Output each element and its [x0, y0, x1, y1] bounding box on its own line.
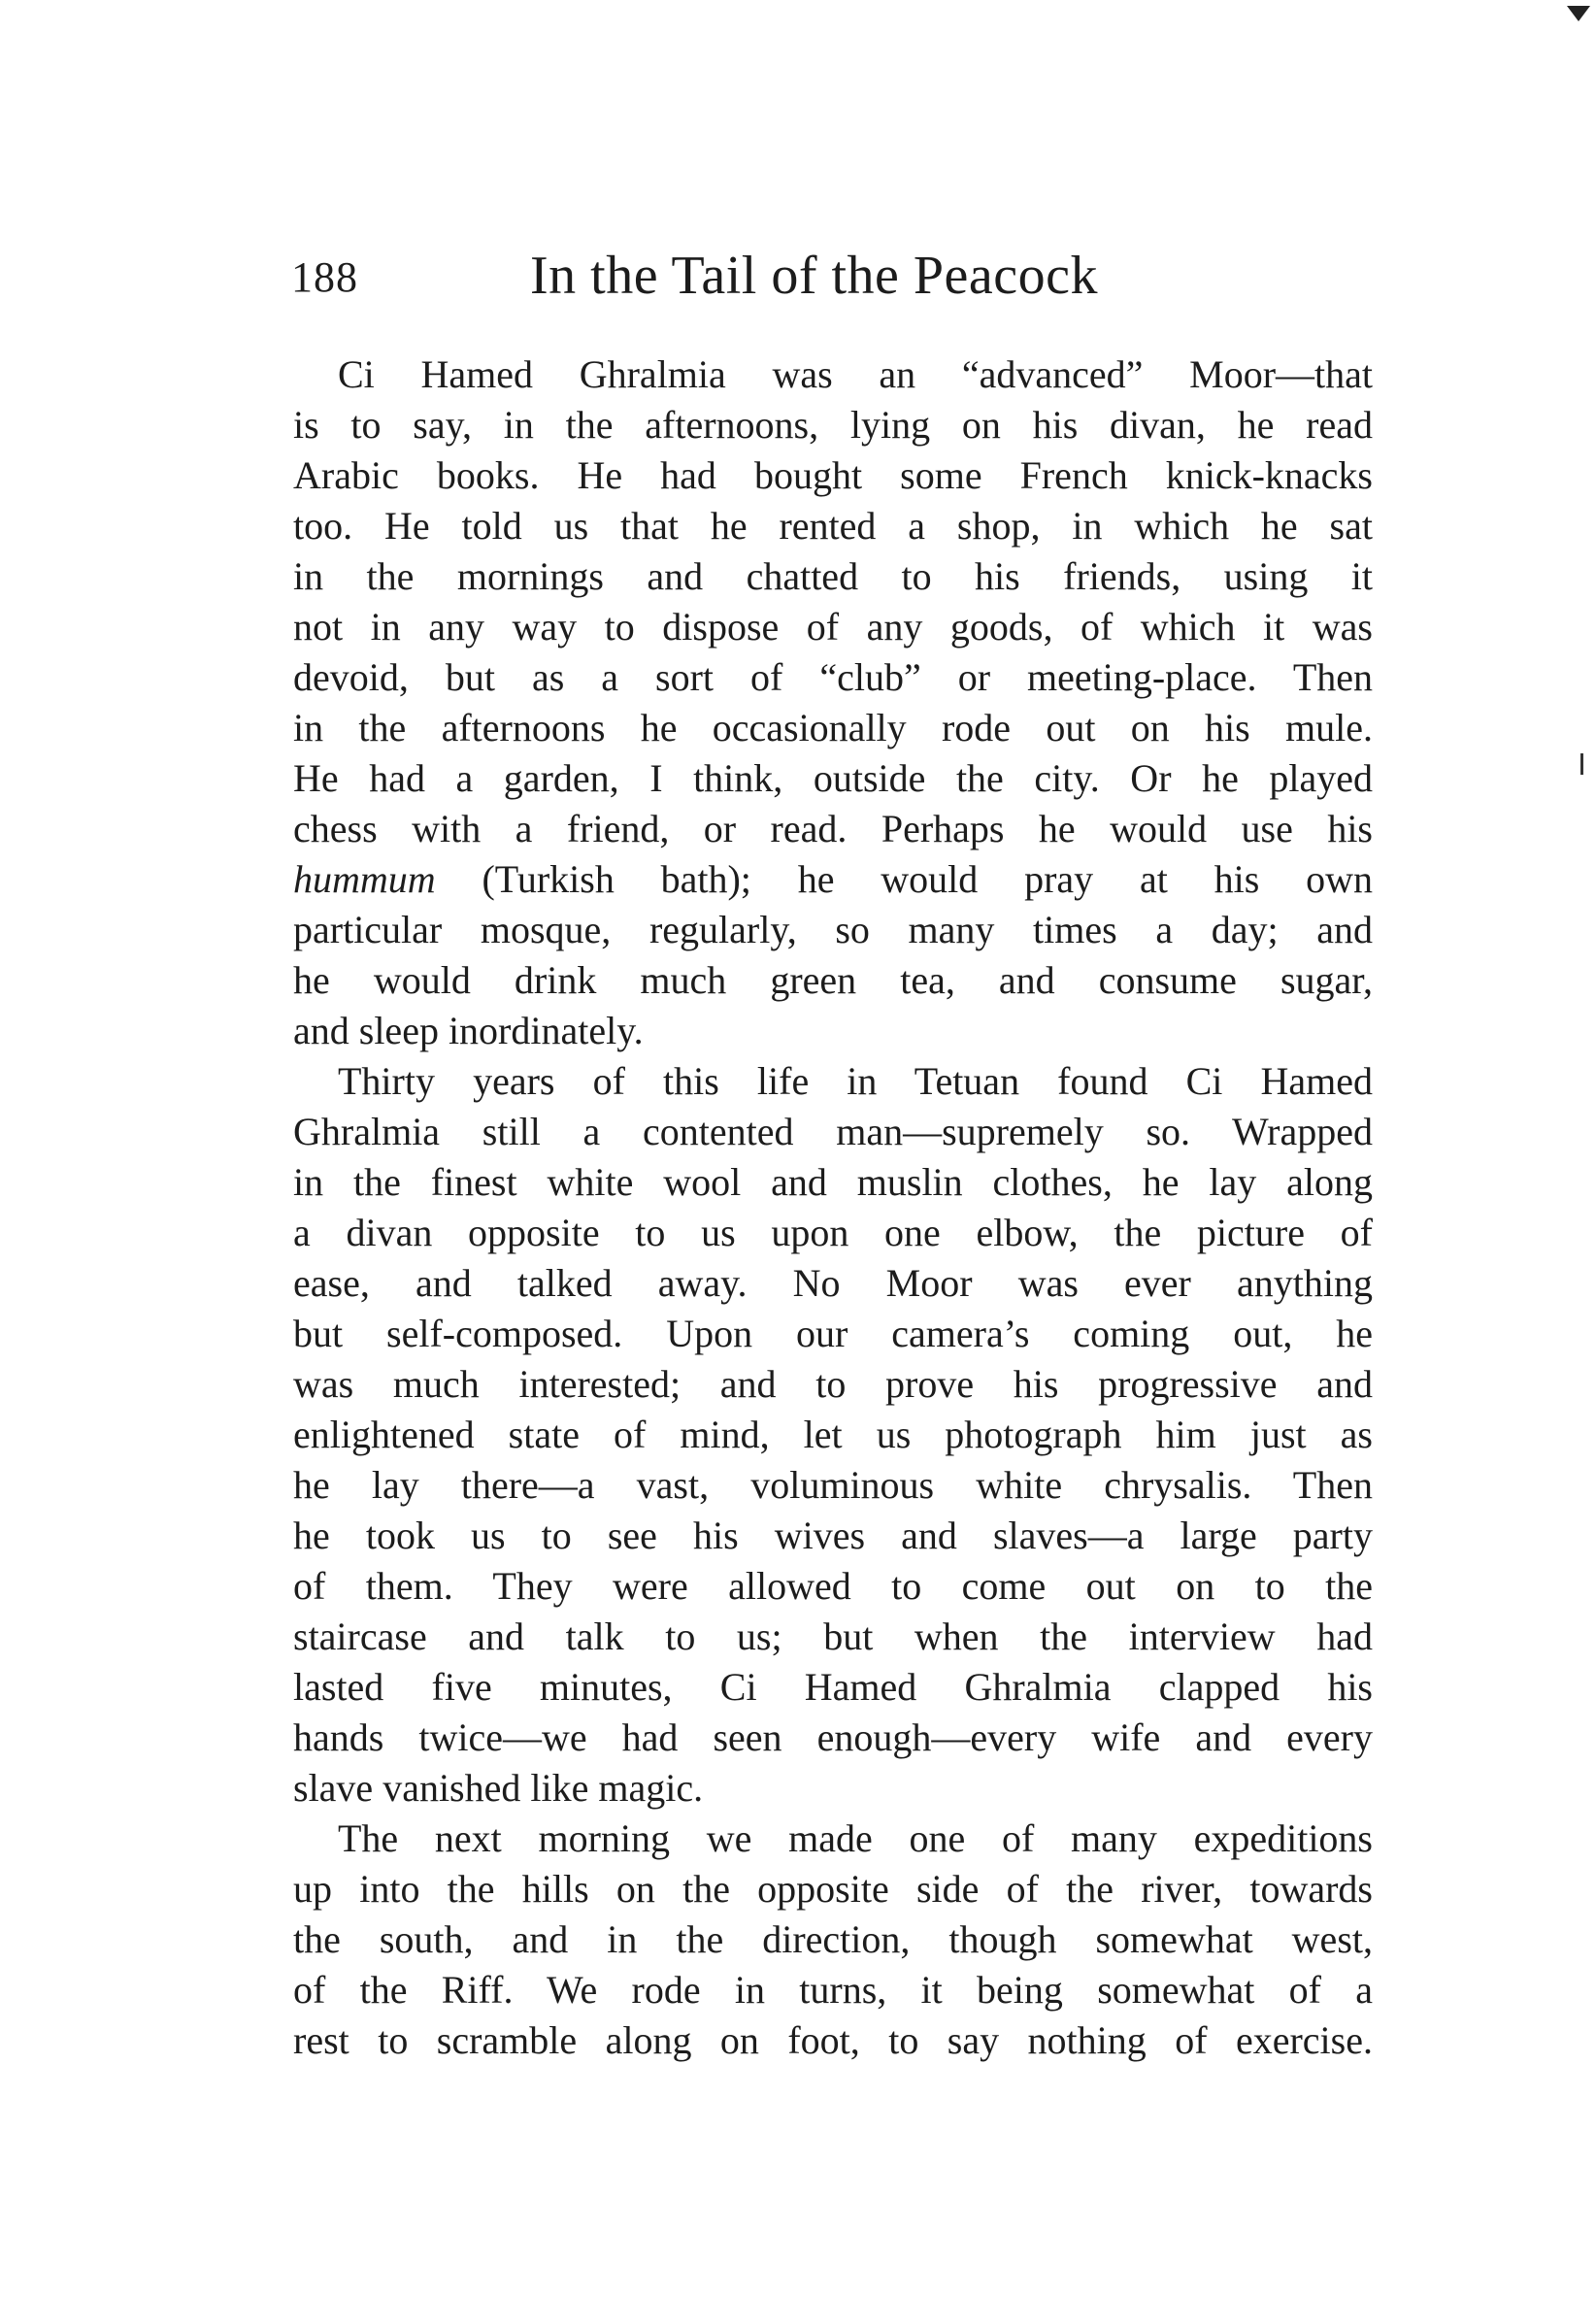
scan-margin-tick: [1580, 753, 1583, 775]
text-line: staircase and talk to us; but when the interview had: [293, 1615, 1373, 1658]
paragraph-3: [293, 1814, 1373, 2066]
italic-word: hummum: [293, 857, 436, 901]
text-line: the south, and in the direction, though somewhat west,: [293, 1917, 1373, 1961]
text-line: he took us to see his wives and slaves—a large party: [293, 1514, 1373, 1557]
text-line: he lay there—a vast, voluminous white chrysalis. Then: [293, 1463, 1373, 1507]
text-line: in the mornings and chatted to his friends, using it: [293, 554, 1373, 598]
text-line: slave vanished like magic.: [293, 1766, 704, 1810]
text-line: enlightened state of mind, let us photograph him just as: [293, 1413, 1373, 1456]
text-line: and sleep inordinately.: [293, 1009, 644, 1052]
paragraph-1: [293, 350, 1373, 1056]
text-line-italic: hummum (Turkish bath); he would pray at his own: [293, 857, 1373, 901]
text-line: Thirty years of this life in Tetuan found Ci Hamed: [338, 1059, 1373, 1103]
text-line: of them. They were allowed to come out on to the: [293, 1564, 1373, 1608]
text-line: lasted five minutes, Ci Hamed Ghralmia clapped his: [293, 1665, 1373, 1709]
text-line: in the afternoons he occasionally rode out on his mule.: [293, 706, 1373, 749]
text-line: particular mosque, regularly, so many times a day; and: [293, 908, 1373, 951]
text-line: chess with a friend, or read. Perhaps he would use his: [293, 807, 1373, 850]
page-number: 188: [291, 253, 358, 301]
text-line: of the Riff. We rode in turns, it being somewhat of a: [293, 1968, 1373, 2012]
paragraph-2: [293, 1056, 1373, 1814]
text-line: ease, and talked away. No Moor was ever anything: [293, 1261, 1373, 1305]
text-line: too. He told us that he rented a shop, in which he sat: [293, 504, 1373, 548]
text-line: devoid, but as a sort of “club” or meeting-place. Then: [293, 655, 1373, 699]
text-line: but self-composed. Upon our camera’s coming out, he: [293, 1312, 1373, 1355]
text-line: He had a garden, I think, outside the city. Or he played: [293, 756, 1373, 800]
text-line: Ghralmia still a contented man—supremely so. Wrapped: [293, 1110, 1373, 1153]
running-title: In the Tail of the Peacock: [530, 246, 1098, 306]
text-line: up into the hills on the opposite side of the river, towards: [293, 1867, 1373, 1911]
text-line: not in any way to dispose of any goods, of which it was: [293, 605, 1373, 649]
text-line: Ci Hamed Ghralmia was an “advanced” Moor—that: [338, 352, 1373, 396]
text-line: hands twice—we had seen enough—every wife and every: [293, 1715, 1373, 1759]
text-line: is to say, in the afternoons, lying on his divan, he read: [293, 403, 1373, 447]
text-line: a divan opposite to us upon one elbow, the picture of: [293, 1211, 1373, 1254]
body-text: [293, 350, 1373, 2066]
text-line: Arabic books. He had bought some French knick-knacks: [293, 453, 1373, 497]
scan-corner-mark: [1567, 6, 1590, 21]
text-line: was much interested; and to prove his progressive and: [293, 1362, 1373, 1406]
text-line: The next morning we made one of many expeditions: [338, 1816, 1373, 1860]
text-line: in the finest white wool and muslin clothes, he lay along: [293, 1160, 1373, 1204]
text-line: rest to scramble along on foot, to say nothing of exercise.: [293, 2018, 1373, 2062]
page-header: [291, 245, 1379, 322]
text-line: he would drink much green tea, and consume sugar,: [293, 958, 1373, 1002]
